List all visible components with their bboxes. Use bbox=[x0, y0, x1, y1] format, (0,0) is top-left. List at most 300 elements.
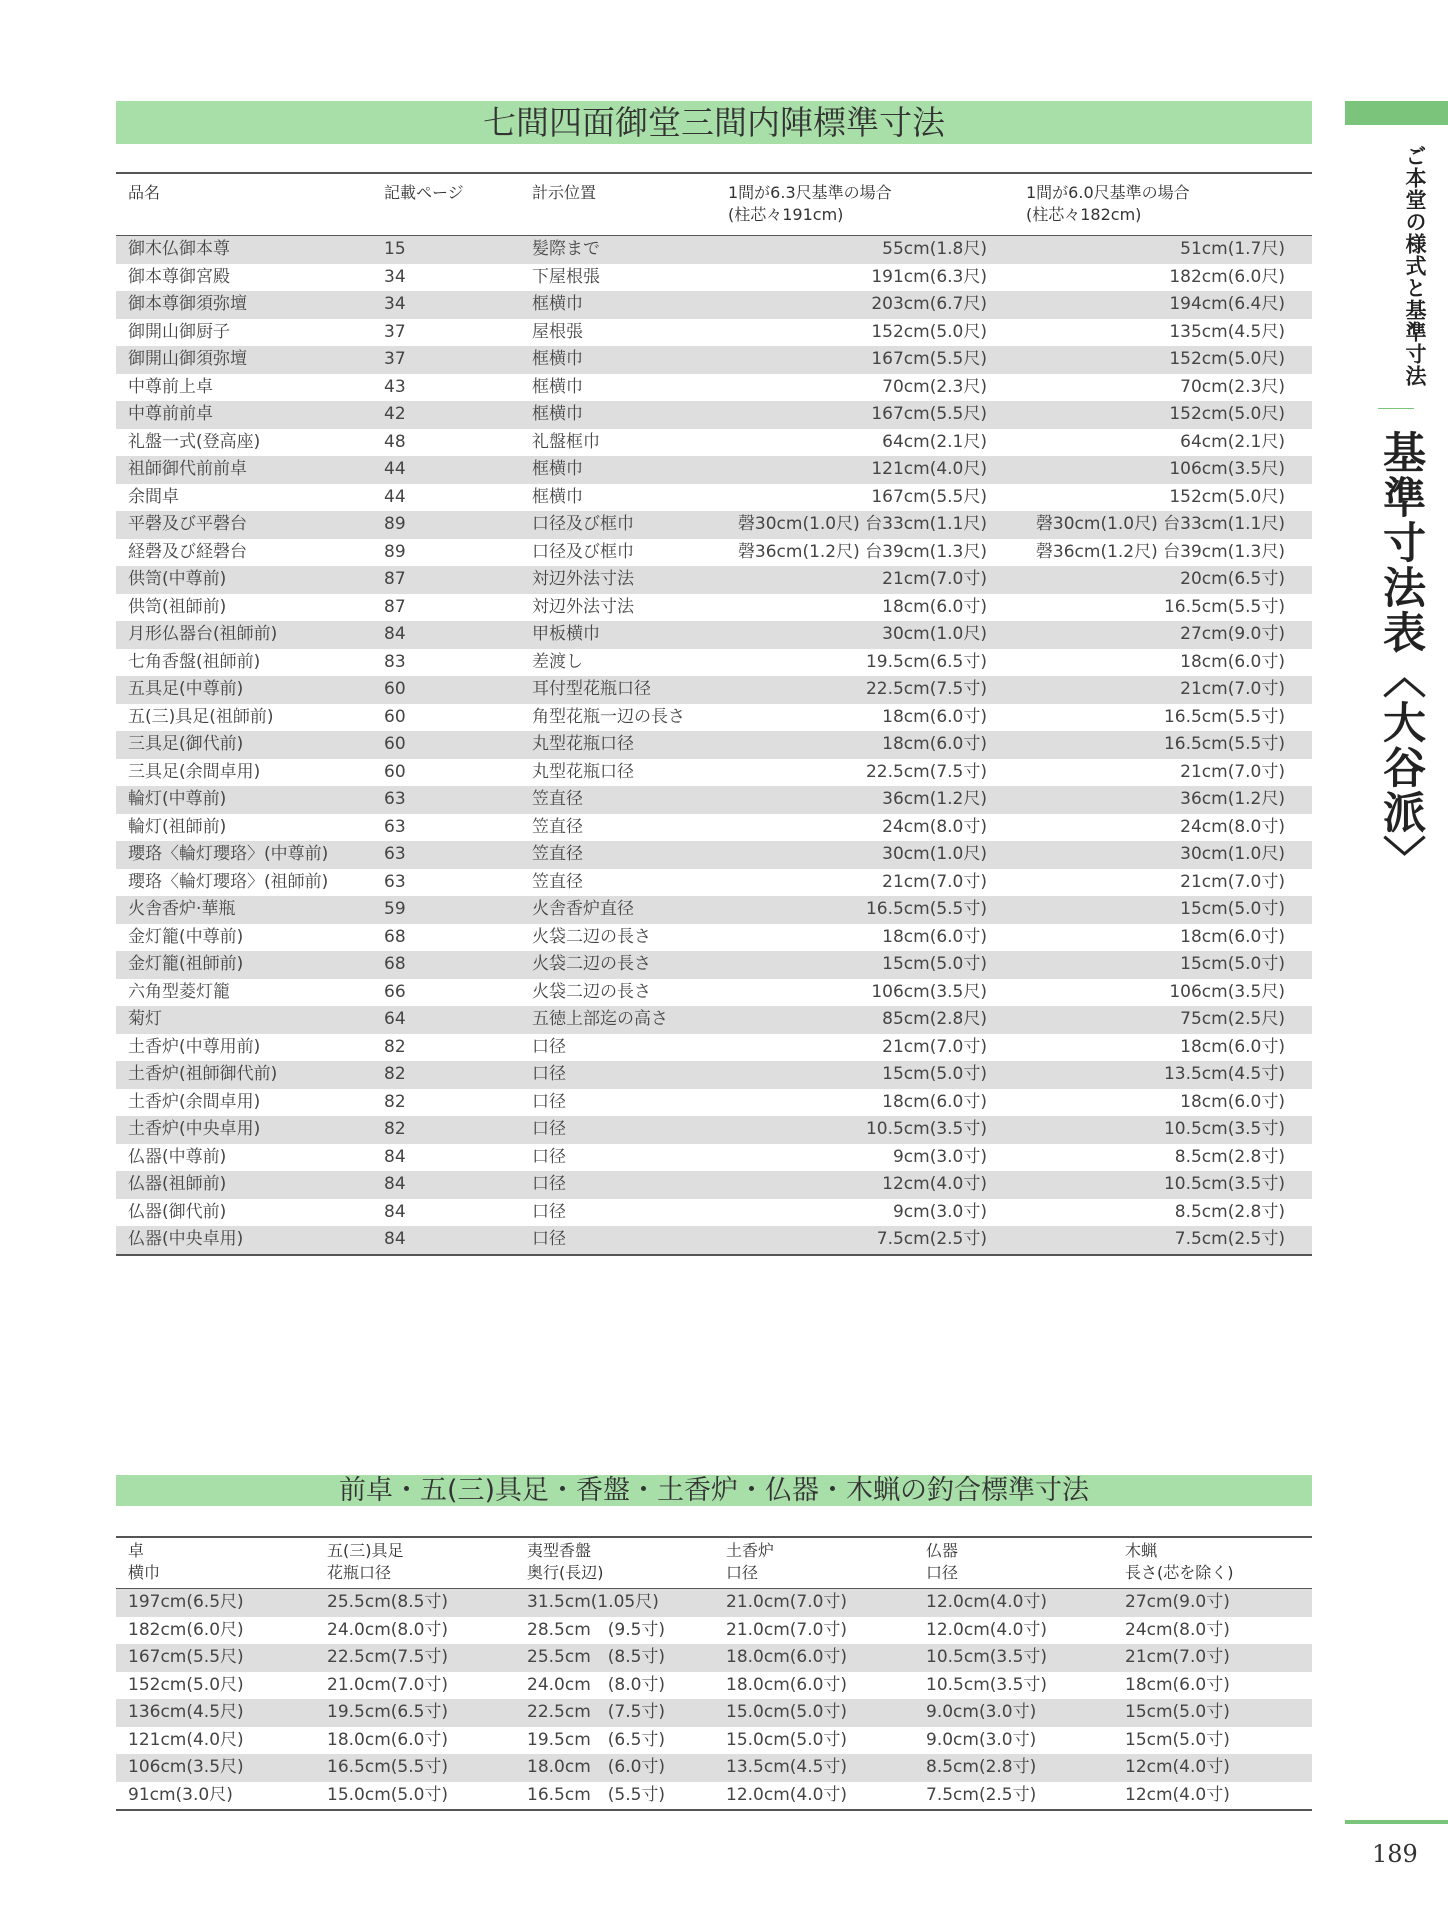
table-cell: 瓔珞〈輪灯瓔珞〉(祖師前) bbox=[128, 871, 329, 892]
standard-dimensions-table bbox=[116, 172, 1312, 1256]
column-header-line: (柱芯々182cm) bbox=[1026, 205, 1142, 224]
table-cell: 15 bbox=[384, 239, 406, 259]
table-cell: 框横巾 bbox=[532, 349, 583, 369]
table-cell: 9cm(3.0寸) bbox=[892, 1201, 987, 1222]
table-cell: 8.5cm(2.8寸) bbox=[1174, 1146, 1285, 1167]
table-cell: 火袋二辺の長さ bbox=[532, 954, 651, 974]
table-cell: 磬30cm(1.0尺) 台33cm(1.1尺) bbox=[1035, 514, 1285, 534]
table-cell: 輪灯(祖師前) bbox=[128, 816, 227, 837]
table-cell: 167cm(5.5尺) bbox=[871, 404, 987, 424]
table-cell: 金灯籠(中尊前) bbox=[128, 926, 244, 947]
table-cell: 下屋根張 bbox=[532, 266, 600, 287]
table-cell: 75cm(2.5尺) bbox=[1180, 1009, 1285, 1029]
table-row bbox=[116, 236, 1312, 264]
table-cell: 21cm(7.0寸) bbox=[1180, 871, 1285, 892]
table-cell: 66 bbox=[384, 981, 406, 1002]
table-cell: 屋根張 bbox=[532, 321, 583, 342]
table-cell: 84 bbox=[384, 624, 406, 644]
table-cell: 82 bbox=[384, 1091, 406, 1112]
table-cell: 18cm(6.0寸) bbox=[882, 734, 987, 754]
table-cell: 24cm(8.0寸) bbox=[882, 816, 987, 837]
table-cell: 48 bbox=[384, 431, 406, 452]
table-row bbox=[116, 1782, 1312, 1811]
table-cell: 差渡し bbox=[532, 651, 583, 672]
table-cell: 祖師御代前前卓 bbox=[128, 459, 247, 479]
table1-body bbox=[116, 236, 1312, 1255]
table-cell: 土香炉(中央卓用) bbox=[128, 1119, 261, 1139]
table-cell: 15cm(5.0寸) bbox=[1180, 954, 1285, 974]
table-cell: 土香炉(余間卓用) bbox=[128, 1091, 261, 1112]
table-cell: 框横巾 bbox=[532, 376, 583, 397]
table-row bbox=[116, 401, 1312, 429]
proportion-table bbox=[116, 1536, 1312, 1811]
table-cell: 磬36cm(1.2尺) 台39cm(1.3尺) bbox=[737, 541, 987, 562]
column-header bbox=[116, 173, 372, 236]
table-row bbox=[116, 1006, 1312, 1034]
table-row bbox=[116, 841, 1312, 869]
table-cell: 63 bbox=[384, 844, 406, 864]
table2-title: 前卓・五(三)具足・香盤・土香炉・仏器・木蝋の釣合標準寸法 bbox=[116, 1475, 1312, 1506]
table-cell: 19.5cm (6.5寸) bbox=[527, 1729, 666, 1750]
table-cell: 44 bbox=[384, 459, 406, 479]
table-cell: 24cm(8.0寸) bbox=[1180, 816, 1285, 837]
table-row bbox=[116, 1699, 1312, 1727]
table-cell: 82 bbox=[384, 1036, 406, 1057]
column-header bbox=[714, 1537, 914, 1589]
table-cell: 御本尊御須弥壇 bbox=[128, 294, 247, 314]
table-cell: 12.0cm(4.0寸) bbox=[926, 1592, 1048, 1612]
table-cell: 丸型花瓶口径 bbox=[532, 734, 634, 754]
table-cell: 136cm(4.5尺) bbox=[128, 1702, 244, 1722]
table-cell: 182cm(6.0尺) bbox=[1169, 266, 1285, 287]
column-header-line: 奥行(長辺) bbox=[527, 1563, 604, 1582]
table-cell: 91cm(3.0尺) bbox=[128, 1784, 233, 1805]
table-cell: 15cm(5.0寸) bbox=[1125, 1729, 1230, 1750]
table-cell: 18cm(6.0寸) bbox=[1125, 1674, 1230, 1695]
table-cell: 31.5cm(1.05尺) bbox=[527, 1592, 659, 1612]
table-cell: 83 bbox=[384, 651, 406, 672]
table-cell: 丸型花瓶口径 bbox=[532, 761, 634, 782]
table-cell: 89 bbox=[384, 514, 406, 534]
table-cell: 64cm(2.1尺) bbox=[882, 431, 987, 452]
column-header bbox=[515, 1537, 714, 1589]
table-cell: 框横巾 bbox=[532, 294, 583, 314]
table2-body bbox=[116, 1589, 1312, 1811]
table-cell: 21cm(7.0寸) bbox=[1125, 1647, 1230, 1667]
table-cell: 9.0cm(3.0寸) bbox=[926, 1702, 1037, 1722]
table-cell: 37 bbox=[384, 321, 406, 342]
table-cell: 30cm(1.0尺) bbox=[1180, 844, 1285, 864]
table-cell: 10.5cm(3.5寸) bbox=[926, 1674, 1048, 1695]
table-cell: 16.5cm(5.5寸) bbox=[1163, 706, 1285, 727]
table-row bbox=[116, 896, 1312, 924]
table-cell: 18.0cm(6.0寸) bbox=[327, 1729, 449, 1750]
table-cell: 余間卓 bbox=[128, 486, 179, 507]
column-header bbox=[116, 1537, 315, 1589]
table-cell: 34 bbox=[384, 266, 406, 287]
table-row bbox=[116, 594, 1312, 622]
table-cell: 70cm(2.3尺) bbox=[1180, 376, 1285, 397]
table-cell: 笠直径 bbox=[532, 789, 583, 809]
table-row bbox=[116, 924, 1312, 952]
table-cell: 仏器(御代前) bbox=[128, 1201, 227, 1222]
column-header-line: 卓 bbox=[128, 1541, 145, 1560]
table-row bbox=[116, 1644, 1312, 1672]
table-cell: 13.5cm(4.5寸) bbox=[726, 1757, 848, 1777]
table-cell: 16.5cm(5.5寸) bbox=[327, 1757, 449, 1777]
table-row bbox=[116, 1672, 1312, 1700]
table-cell: 21cm(7.0寸) bbox=[1180, 761, 1285, 782]
table-cell: 51cm(1.7尺) bbox=[1180, 239, 1285, 259]
table-cell: 22.5cm(7.5寸) bbox=[865, 761, 987, 782]
table-cell: 60 bbox=[384, 679, 406, 699]
table-cell: 121cm(4.0尺) bbox=[128, 1729, 244, 1750]
table-cell: 10.5cm(3.5寸) bbox=[1163, 1174, 1285, 1194]
side-tab-bar bbox=[1345, 101, 1448, 125]
table-cell: 火袋二辺の長さ bbox=[532, 981, 651, 1002]
table-cell: 12cm(4.0寸) bbox=[1125, 1784, 1230, 1805]
column-header-line: 五(三)具足 bbox=[327, 1541, 404, 1560]
table-row bbox=[116, 1144, 1312, 1172]
table-row bbox=[116, 374, 1312, 402]
table-cell: 24.0cm(8.0寸) bbox=[327, 1619, 449, 1640]
table-row bbox=[116, 264, 1312, 292]
table-cell: 82 bbox=[384, 1064, 406, 1084]
table-cell: 土香炉(中尊用前) bbox=[128, 1036, 261, 1057]
table1-title: 七間四面御堂三間内陣標準寸法 bbox=[116, 101, 1312, 144]
table-cell: 経磬及び経磬台 bbox=[128, 541, 247, 562]
table-cell: 21cm(7.0寸) bbox=[882, 1036, 987, 1057]
table-cell: 84 bbox=[384, 1174, 406, 1194]
table-cell: 対辺外法寸法 bbox=[532, 596, 634, 617]
table-row bbox=[116, 979, 1312, 1007]
table-cell: 15.0cm(5.0寸) bbox=[726, 1702, 848, 1722]
table-cell: 106cm(3.5尺) bbox=[871, 981, 987, 1002]
table-cell: 8.5cm(2.8寸) bbox=[926, 1757, 1037, 1777]
table-cell: 19.5cm(6.5寸) bbox=[327, 1702, 449, 1722]
table-cell: 框横巾 bbox=[532, 404, 583, 424]
table-cell: 18cm(6.0寸) bbox=[1180, 1036, 1285, 1057]
table-row bbox=[116, 704, 1312, 732]
table-cell: 60 bbox=[384, 734, 406, 754]
table-row bbox=[116, 1089, 1312, 1117]
table-cell: 15cm(5.0寸) bbox=[882, 1064, 987, 1084]
table-cell: 髪際まで bbox=[532, 239, 600, 259]
table-cell: 15cm(5.0寸) bbox=[1180, 899, 1285, 919]
table-cell: 25.5cm(8.5寸) bbox=[327, 1592, 449, 1612]
table-cell: 7.5cm(2.5寸) bbox=[1174, 1229, 1285, 1249]
table-cell: 火袋二辺の長さ bbox=[532, 926, 651, 947]
table-cell: 167cm(5.5尺) bbox=[128, 1647, 244, 1667]
table-cell: 152cm(5.0尺) bbox=[128, 1674, 244, 1695]
table-row bbox=[116, 1727, 1312, 1755]
column-header bbox=[716, 173, 1014, 236]
table-row bbox=[116, 1589, 1312, 1617]
table-row bbox=[116, 456, 1312, 484]
column-header-line: 長さ(芯を除く) bbox=[1125, 1563, 1234, 1582]
table-cell: 203cm(6.7尺) bbox=[871, 294, 987, 314]
table-row bbox=[116, 539, 1312, 567]
column-header-line: 口径 bbox=[726, 1563, 759, 1582]
table-cell: 仏器(中尊前) bbox=[128, 1146, 227, 1167]
table-row bbox=[116, 1226, 1312, 1255]
table-cell: 口径 bbox=[532, 1174, 566, 1194]
column-header-line: 1間が6.3尺基準の場合 bbox=[728, 183, 892, 202]
table-cell: 18cm(6.0寸) bbox=[882, 1091, 987, 1112]
table-cell: 10.5cm(3.5寸) bbox=[1163, 1119, 1285, 1139]
table-row bbox=[116, 1199, 1312, 1227]
table-cell: 63 bbox=[384, 816, 406, 837]
table-row bbox=[116, 951, 1312, 979]
table-cell: 対辺外法寸法 bbox=[532, 569, 634, 589]
table-cell: 月形仏器台(祖師前) bbox=[128, 624, 278, 644]
table-cell: 瓔珞〈輪灯瓔珞〉(中尊前) bbox=[128, 844, 329, 864]
table-cell: 16.5cm(5.5寸) bbox=[1163, 596, 1285, 617]
column-header-line: 夷型香盤 bbox=[527, 1541, 592, 1560]
table-cell: 84 bbox=[384, 1229, 406, 1249]
table-cell: 10.5cm(3.5寸) bbox=[926, 1647, 1048, 1667]
table-row bbox=[116, 621, 1312, 649]
table-cell: 70cm(2.3尺) bbox=[882, 376, 987, 397]
table-cell: 18.0cm(6.0寸) bbox=[726, 1674, 848, 1695]
table-cell: 口径 bbox=[532, 1229, 566, 1249]
table-cell: 御開山御厨子 bbox=[128, 321, 230, 342]
table-cell: 22.5cm(7.5寸) bbox=[865, 679, 987, 699]
table-cell: 笠直径 bbox=[532, 816, 583, 837]
table-row bbox=[116, 511, 1312, 539]
table-cell: 12cm(4.0寸) bbox=[882, 1174, 987, 1194]
table-cell: 10.5cm(3.5寸) bbox=[865, 1119, 987, 1139]
column-header-line: 土香炉 bbox=[726, 1541, 775, 1560]
table1-header-row bbox=[116, 173, 1312, 236]
table-row bbox=[116, 1034, 1312, 1062]
column-header bbox=[372, 173, 520, 236]
table-cell: 87 bbox=[384, 569, 406, 589]
table-cell: 12cm(4.0寸) bbox=[1125, 1757, 1230, 1777]
table-cell: 25.5cm (8.5寸) bbox=[527, 1647, 666, 1667]
table-cell: 御開山御須弥壇 bbox=[128, 349, 247, 369]
table-row bbox=[116, 429, 1312, 457]
table-cell: 笠直径 bbox=[532, 871, 583, 892]
table-cell: 36cm(1.2尺) bbox=[882, 789, 987, 809]
table-cell: 63 bbox=[384, 871, 406, 892]
table-cell: 197cm(6.5尺) bbox=[128, 1592, 244, 1612]
table-cell: 16.5cm (5.5寸) bbox=[527, 1784, 666, 1805]
table-row bbox=[116, 1171, 1312, 1199]
table-cell: 15cm(5.0寸) bbox=[1125, 1702, 1230, 1722]
column-header bbox=[1014, 173, 1312, 236]
table-cell: 63 bbox=[384, 789, 406, 809]
table-cell: 礼盤框巾 bbox=[532, 431, 600, 452]
column-header-line: 1間が6.0尺基準の場合 bbox=[1026, 183, 1190, 202]
table-cell: 角型花瓶一辺の長さ bbox=[532, 706, 685, 727]
table2-header-row bbox=[116, 1537, 1312, 1589]
column-header-line: 横巾 bbox=[128, 1563, 161, 1582]
table-cell: 24cm(8.0寸) bbox=[1125, 1619, 1230, 1640]
table-cell: 22.5cm (7.5寸) bbox=[527, 1702, 666, 1722]
side-main-title: 基準寸法表〈大谷派〉 bbox=[1376, 430, 1426, 880]
table-row bbox=[116, 291, 1312, 319]
table-cell: 106cm(3.5尺) bbox=[128, 1757, 244, 1777]
table-cell: 16.5cm(5.5寸) bbox=[865, 899, 987, 919]
table-cell: 194cm(6.4尺) bbox=[1169, 294, 1285, 314]
table-cell: 18.0cm (6.0寸) bbox=[527, 1757, 666, 1777]
column-header-line: 口径 bbox=[926, 1563, 959, 1582]
table-row bbox=[116, 346, 1312, 374]
table-cell: 耳付型花瓶口径 bbox=[532, 679, 651, 699]
column-header-line: 花瓶口径 bbox=[327, 1563, 392, 1582]
side-subtitle: ご本堂の様式と基準寸法 bbox=[1403, 145, 1428, 387]
table-cell: 土香炉(祖師御代前) bbox=[128, 1064, 278, 1084]
table-cell: 五(三)具足(祖師前) bbox=[128, 706, 274, 727]
table-cell: 34 bbox=[384, 294, 406, 314]
table-cell: 21cm(7.0寸) bbox=[1180, 679, 1285, 699]
table-cell: 框横巾 bbox=[532, 459, 583, 479]
table-cell: 27cm(9.0寸) bbox=[1125, 1592, 1230, 1612]
table-cell: 18.0cm(6.0寸) bbox=[726, 1647, 848, 1667]
column-header bbox=[315, 1537, 515, 1589]
table-cell: 五具足(中尊前) bbox=[128, 679, 244, 699]
table-cell: 21cm(7.0寸) bbox=[882, 871, 987, 892]
table-cell: 火舎香炉·華瓶 bbox=[128, 899, 236, 919]
table-cell: 三具足(御代前) bbox=[128, 734, 244, 754]
table-cell: 供笥(中尊前) bbox=[128, 569, 227, 589]
table-cell: 68 bbox=[384, 926, 406, 947]
table-cell: 中尊前上卓 bbox=[128, 376, 213, 397]
table-cell: 御木仏御本尊 bbox=[128, 239, 230, 259]
table-cell: 9cm(3.0寸) bbox=[892, 1146, 987, 1167]
table-row bbox=[116, 676, 1312, 704]
table-cell: 21cm(7.0寸) bbox=[882, 569, 987, 589]
table-cell: 礼盤一式(登高座) bbox=[128, 431, 261, 452]
side-divider bbox=[1378, 408, 1414, 409]
table-cell: 笠直径 bbox=[532, 844, 583, 864]
table-cell: 口径 bbox=[532, 1201, 566, 1222]
table-cell: 金灯籠(祖師前) bbox=[128, 954, 244, 974]
column-header bbox=[914, 1537, 1113, 1589]
table-cell: 89 bbox=[384, 541, 406, 562]
table-cell: 磬36cm(1.2尺) 台39cm(1.3尺) bbox=[1035, 541, 1285, 562]
table-cell: 口径 bbox=[532, 1091, 566, 1112]
table-cell: 菊灯 bbox=[128, 1009, 162, 1029]
table-cell: 106cm(3.5尺) bbox=[1169, 981, 1285, 1002]
table-cell: 8.5cm(2.8寸) bbox=[1174, 1201, 1285, 1222]
table-cell: 13.5cm(4.5寸) bbox=[1163, 1064, 1285, 1084]
table-cell: 82 bbox=[384, 1119, 406, 1139]
table-cell: 121cm(4.0尺) bbox=[871, 459, 987, 479]
footer-rule bbox=[1345, 1820, 1448, 1824]
table-cell: 64 bbox=[384, 1009, 406, 1029]
table-row bbox=[116, 484, 1312, 512]
table-cell: 84 bbox=[384, 1201, 406, 1222]
table-cell: 191cm(6.3尺) bbox=[871, 266, 987, 287]
table-cell: 18cm(6.0寸) bbox=[882, 706, 987, 727]
table-cell: 中尊前前卓 bbox=[128, 404, 213, 424]
column-header-line: 記載ページ bbox=[384, 183, 464, 202]
table-cell: 64cm(2.1尺) bbox=[1180, 431, 1285, 452]
table-row bbox=[116, 814, 1312, 842]
table-cell: 7.5cm(2.5寸) bbox=[926, 1784, 1037, 1805]
table-cell: 44 bbox=[384, 486, 406, 507]
table-row bbox=[116, 1617, 1312, 1645]
table-cell: 18cm(6.0寸) bbox=[1180, 651, 1285, 672]
table-row bbox=[116, 786, 1312, 814]
table-cell: 167cm(5.5尺) bbox=[871, 486, 987, 507]
table-cell: 18cm(6.0寸) bbox=[882, 926, 987, 947]
table-cell: 15cm(5.0寸) bbox=[882, 954, 987, 974]
table-cell: 20cm(6.5寸) bbox=[1180, 569, 1285, 589]
table-cell: 框横巾 bbox=[532, 486, 583, 507]
table-cell: 167cm(5.5尺) bbox=[871, 349, 987, 369]
table-cell: 60 bbox=[384, 761, 406, 782]
table-row bbox=[116, 649, 1312, 677]
table-cell: 平磬及び平磬台 bbox=[128, 514, 247, 534]
table-row bbox=[116, 319, 1312, 347]
table-cell: 152cm(5.0尺) bbox=[871, 321, 987, 342]
table-cell: 87 bbox=[384, 596, 406, 617]
table-cell: 30cm(1.0尺) bbox=[882, 844, 987, 864]
table-cell: 37 bbox=[384, 349, 406, 369]
table-row bbox=[116, 759, 1312, 787]
table-cell: 27cm(9.0寸) bbox=[1180, 624, 1285, 644]
table-row bbox=[116, 731, 1312, 759]
table-cell: 甲板横巾 bbox=[532, 624, 600, 644]
table-cell: 七角香盤(祖師前) bbox=[128, 651, 261, 672]
table-cell: 供笥(祖師前) bbox=[128, 596, 227, 617]
table-cell: 84 bbox=[384, 1146, 406, 1167]
column-header-line: 品名 bbox=[128, 183, 161, 202]
column-header-line: 木蝋 bbox=[1125, 1541, 1158, 1560]
table-cell: 36cm(1.2尺) bbox=[1180, 789, 1285, 809]
column-header-line: (柱芯々191cm) bbox=[728, 205, 844, 224]
table-row bbox=[116, 1754, 1312, 1782]
table-cell: 口径及び框巾 bbox=[532, 514, 634, 534]
table-cell: 15.0cm(5.0寸) bbox=[726, 1729, 848, 1750]
table-cell: 16.5cm(5.5寸) bbox=[1163, 734, 1285, 754]
table-cell: 口径 bbox=[532, 1036, 566, 1057]
table-cell: 85cm(2.8尺) bbox=[882, 1009, 987, 1029]
table-cell: 60 bbox=[384, 706, 406, 727]
table-cell: 輪灯(中尊前) bbox=[128, 789, 227, 809]
table-cell: 18cm(6.0寸) bbox=[882, 596, 987, 617]
table-cell: 24.0cm (8.0寸) bbox=[527, 1674, 666, 1695]
table-cell: 六角型菱灯籠 bbox=[128, 981, 230, 1002]
table-cell: 68 bbox=[384, 954, 406, 974]
table-cell: 仏器(中央卓用) bbox=[128, 1229, 244, 1249]
table-cell: 42 bbox=[384, 404, 406, 424]
table-cell: 152cm(5.0尺) bbox=[1169, 349, 1285, 369]
column-header bbox=[520, 173, 716, 236]
table-cell: 19.5cm(6.5寸) bbox=[865, 651, 987, 672]
table-cell: 9.0cm(3.0寸) bbox=[926, 1729, 1037, 1750]
table-cell: 15.0cm(5.0寸) bbox=[327, 1784, 449, 1805]
table-cell: 21.0cm(7.0寸) bbox=[726, 1592, 848, 1612]
table-cell: 口径 bbox=[532, 1146, 566, 1167]
table-cell: 55cm(1.8尺) bbox=[882, 239, 987, 259]
table-cell: 18cm(6.0寸) bbox=[1180, 926, 1285, 947]
table-cell: 182cm(6.0尺) bbox=[128, 1619, 244, 1640]
table-cell: 御本尊御宮殿 bbox=[128, 266, 230, 287]
table-cell: 30cm(1.0尺) bbox=[882, 624, 987, 644]
table-cell: 仏器(祖師前) bbox=[128, 1174, 227, 1194]
table-cell: 火舎香炉直径 bbox=[532, 899, 634, 919]
table-cell: 21.0cm(7.0寸) bbox=[726, 1619, 848, 1640]
table-cell: 22.5cm(7.5寸) bbox=[327, 1647, 449, 1667]
page-number: 189 bbox=[1372, 1840, 1418, 1868]
table-cell: 三具足(余間卓用) bbox=[128, 761, 261, 782]
table-cell: 28.5cm (9.5寸) bbox=[527, 1619, 666, 1640]
table-cell: 152cm(5.0尺) bbox=[1169, 404, 1285, 424]
